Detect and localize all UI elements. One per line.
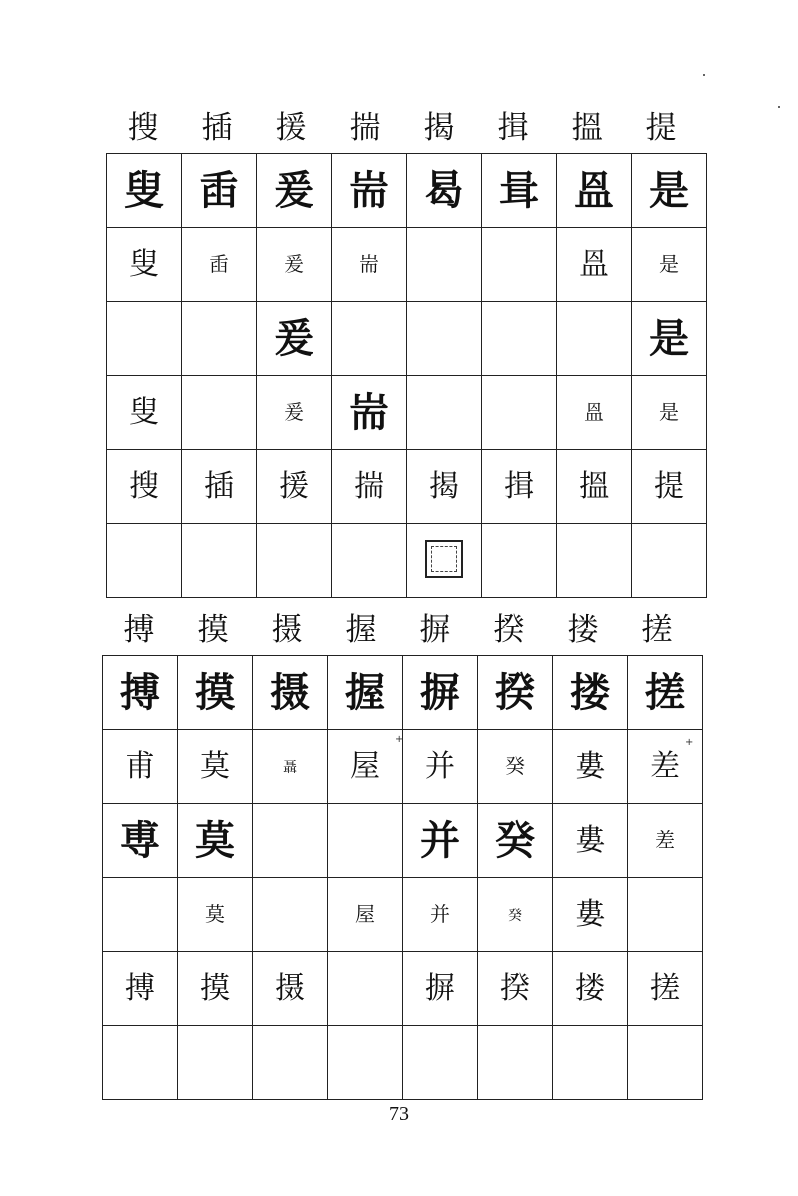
table-cell xyxy=(332,524,407,598)
character-table-1 xyxy=(106,153,707,598)
header-char: 揭 xyxy=(423,110,455,146)
page-number: 73 xyxy=(389,1103,409,1125)
header-char: 搏 xyxy=(123,612,155,648)
table-cell xyxy=(557,302,632,376)
table-cell xyxy=(178,804,253,878)
seal-glyph: 搏 xyxy=(125,970,155,1006)
table-cell xyxy=(257,154,332,228)
script-glyph: 癸 xyxy=(508,908,522,924)
script-glyph: 屋 xyxy=(355,902,375,926)
table-cell xyxy=(257,376,332,450)
table-cell xyxy=(628,804,703,878)
table-cell xyxy=(478,804,553,878)
script-glyph: 是 xyxy=(659,400,679,424)
script-glyph: 耑 xyxy=(349,388,389,436)
table-cell xyxy=(557,154,632,228)
table-row xyxy=(107,376,707,450)
table-cell xyxy=(482,376,557,450)
table-row xyxy=(107,524,707,598)
table-cell xyxy=(403,730,478,804)
oracle-glyph: 𥁕 xyxy=(579,246,609,282)
table-cell xyxy=(253,804,328,878)
table-cell xyxy=(182,524,257,598)
seal-glyph: 提 xyxy=(654,468,684,504)
table-cell xyxy=(328,804,403,878)
seal-glyph: 叟 xyxy=(124,166,164,214)
table-cell xyxy=(103,730,178,804)
table-row xyxy=(107,228,707,302)
table-cell xyxy=(332,228,407,302)
seal-glyph: 搂 xyxy=(570,668,610,716)
table-cell xyxy=(557,450,632,524)
table-cell xyxy=(482,154,557,228)
bronze-glyph: 尃 xyxy=(120,816,160,864)
table-cell xyxy=(482,524,557,598)
bronze-glyph: 癸 xyxy=(495,816,535,864)
table-cell xyxy=(553,952,628,1026)
scan-speck xyxy=(778,106,780,108)
table-cell xyxy=(107,302,182,376)
table-cell xyxy=(178,878,253,952)
table-cell xyxy=(178,730,253,804)
seal-glyph: 臿 xyxy=(199,166,239,214)
header-char: 握 xyxy=(345,612,377,648)
seal-glyph: 揆 xyxy=(495,668,535,716)
header-char: 揖 xyxy=(497,110,529,146)
seal-glyph: 摄 xyxy=(275,970,305,1006)
table-cell xyxy=(257,302,332,376)
table-cell xyxy=(482,450,557,524)
table-cell xyxy=(103,804,178,878)
bronze-glyph: 并 xyxy=(420,816,460,864)
table-cell xyxy=(403,656,478,730)
script-glyph: 叟 xyxy=(129,394,159,430)
table-cell xyxy=(257,524,332,598)
table-cell xyxy=(107,450,182,524)
seal-glyph: 搂 xyxy=(575,970,605,1006)
table-cell xyxy=(178,1026,253,1100)
table-cell xyxy=(478,730,553,804)
table-row xyxy=(107,154,707,228)
table-cell xyxy=(328,1026,403,1100)
seal-glyph: 握 xyxy=(345,668,385,716)
table-cell xyxy=(328,952,403,1026)
table-cell xyxy=(103,656,178,730)
oracle-glyph: 聶 xyxy=(283,760,297,776)
seal-glyph: 耑 xyxy=(349,166,389,214)
oracle-glyph: 婁 xyxy=(575,748,605,784)
table-cell xyxy=(628,952,703,1026)
table-cell xyxy=(632,154,707,228)
table-cell xyxy=(178,656,253,730)
table-cell xyxy=(407,524,482,598)
oracle-glyph: 屋 xyxy=(350,748,380,784)
table-cell xyxy=(553,1026,628,1100)
table-row xyxy=(103,1026,703,1100)
table-cell xyxy=(478,952,553,1026)
table-cell xyxy=(553,804,628,878)
table-cell xyxy=(482,302,557,376)
seal-glyph: 插 xyxy=(204,468,234,504)
table-cell xyxy=(403,804,478,878)
header-char: 插 xyxy=(201,110,233,146)
header-char: 提 xyxy=(645,110,677,146)
oracle-glyph: 爰 xyxy=(284,252,304,276)
table-cell xyxy=(103,952,178,1026)
seal-glyph: 咠 xyxy=(499,166,539,214)
bronze-glyph: 莫 xyxy=(195,816,235,864)
table-cell xyxy=(553,656,628,730)
table-cell xyxy=(478,1026,553,1100)
oracle-glyph: 耑 xyxy=(359,252,379,276)
table-cell xyxy=(182,376,257,450)
seal-glyph: 摸 xyxy=(195,668,235,716)
oracle-glyph: 莫 xyxy=(200,748,230,784)
seal-glyph: 搓 xyxy=(645,668,685,716)
table-cell xyxy=(557,376,632,450)
table-cell xyxy=(407,376,482,450)
table-cell xyxy=(478,878,553,952)
table-cell xyxy=(632,228,707,302)
table-cell xyxy=(328,878,403,952)
table-cell xyxy=(107,228,182,302)
table-cell xyxy=(553,730,628,804)
table-cell xyxy=(107,154,182,228)
table-cell xyxy=(332,376,407,450)
table-cell xyxy=(478,656,553,730)
oracle-glyph: 是 xyxy=(659,252,679,276)
table-cell xyxy=(557,524,632,598)
table-cell xyxy=(403,1026,478,1100)
script-glyph: 婁 xyxy=(575,896,605,932)
seal-glyph: 曷 xyxy=(424,166,464,214)
table-cell xyxy=(257,450,332,524)
header-char: 摸 xyxy=(197,612,229,648)
seal-stamp-icon xyxy=(425,540,463,578)
header-char: 揆 xyxy=(493,612,525,648)
table-cell xyxy=(632,450,707,524)
table2-headers xyxy=(102,608,694,652)
table-cell xyxy=(403,952,478,1026)
oracle-glyph: 差 xyxy=(650,748,680,784)
script-glyph: 爰 xyxy=(284,400,304,424)
table-cell xyxy=(253,656,328,730)
header-char: 援 xyxy=(275,110,307,146)
bronze-glyph: 婁 xyxy=(575,822,605,858)
table-cell xyxy=(332,450,407,524)
seal-glyph: 援 xyxy=(279,468,309,504)
seal-glyph: 搏 xyxy=(120,668,160,716)
table-cell xyxy=(103,1026,178,1100)
seal-glyph: 揣 xyxy=(354,468,384,504)
table-cell xyxy=(628,878,703,952)
header-char: 摒 xyxy=(419,612,451,648)
character-table-2 xyxy=(102,655,703,1100)
script-glyph: 并 xyxy=(430,902,450,926)
table-cell xyxy=(328,730,403,804)
table-cell xyxy=(632,302,707,376)
table-cell xyxy=(407,228,482,302)
table-cell xyxy=(182,154,257,228)
seal-glyph: 搓 xyxy=(650,970,680,1006)
seal-glyph: 摒 xyxy=(420,668,460,716)
oracle-glyph: 甫 xyxy=(125,748,155,784)
table-cell xyxy=(103,878,178,952)
seal-glyph: 揖 xyxy=(504,468,534,504)
table-cell xyxy=(182,302,257,376)
header-char: 搜 xyxy=(127,110,159,146)
table-cell xyxy=(253,878,328,952)
table-cell xyxy=(632,524,707,598)
table-cell xyxy=(332,302,407,376)
table-cell xyxy=(178,952,253,1026)
table1-headers xyxy=(106,106,698,150)
table-cell xyxy=(332,154,407,228)
bronze-glyph: 爰 xyxy=(274,314,314,362)
script-glyph: 莫 xyxy=(205,902,225,926)
table-cell xyxy=(253,1026,328,1100)
bronze-glyph: 是 xyxy=(649,314,689,362)
header-char: 搂 xyxy=(567,612,599,648)
oracle-glyph: 叟 xyxy=(129,246,159,282)
table-cell xyxy=(407,302,482,376)
table-row xyxy=(103,656,703,730)
table-row xyxy=(107,302,707,376)
seal-glyph: 是 xyxy=(649,166,689,214)
cross-mark: + xyxy=(685,737,694,748)
table-cell xyxy=(107,376,182,450)
header-char: 摄 xyxy=(271,612,303,648)
seal-glyph: 摸 xyxy=(200,970,230,1006)
table-cell xyxy=(328,656,403,730)
oracle-glyph: 癸 xyxy=(505,754,525,778)
table-cell xyxy=(632,376,707,450)
seal-glyph: 摄 xyxy=(270,668,310,716)
seal-glyph: 揆 xyxy=(500,970,530,1006)
table-cell xyxy=(407,450,482,524)
table-cell xyxy=(107,524,182,598)
table-cell xyxy=(407,154,482,228)
seal-glyph: 搵 xyxy=(579,468,609,504)
header-char: 揣 xyxy=(349,110,381,146)
oracle-glyph: 并 xyxy=(425,748,455,784)
table-row xyxy=(103,878,703,952)
table-cell xyxy=(253,952,328,1026)
table-cell xyxy=(403,878,478,952)
seal-glyph: 搜 xyxy=(129,468,159,504)
header-char: 搵 xyxy=(571,110,603,146)
seal-glyph: 摒 xyxy=(425,970,455,1006)
script-glyph: 𥁕 xyxy=(584,400,604,424)
table-cell xyxy=(182,450,257,524)
seal-glyph: 𥁕 xyxy=(574,166,614,214)
table-row xyxy=(107,450,707,524)
cross-mark: + xyxy=(395,734,404,745)
table-cell xyxy=(628,1026,703,1100)
table-cell xyxy=(557,228,632,302)
table-cell xyxy=(253,730,328,804)
table-row xyxy=(103,804,703,878)
oracle-glyph: 臿 xyxy=(209,252,229,276)
table-cell xyxy=(482,228,557,302)
scan-speck xyxy=(703,74,705,76)
table-cell xyxy=(182,228,257,302)
seal-glyph: 爰 xyxy=(274,166,314,214)
table-cell xyxy=(553,878,628,952)
table-row xyxy=(103,952,703,1026)
seal-glyph: 揭 xyxy=(429,468,459,504)
bronze-glyph: 差 xyxy=(655,828,675,852)
table-cell xyxy=(628,656,703,730)
header-char: 搓 xyxy=(641,612,673,648)
table-cell xyxy=(257,228,332,302)
